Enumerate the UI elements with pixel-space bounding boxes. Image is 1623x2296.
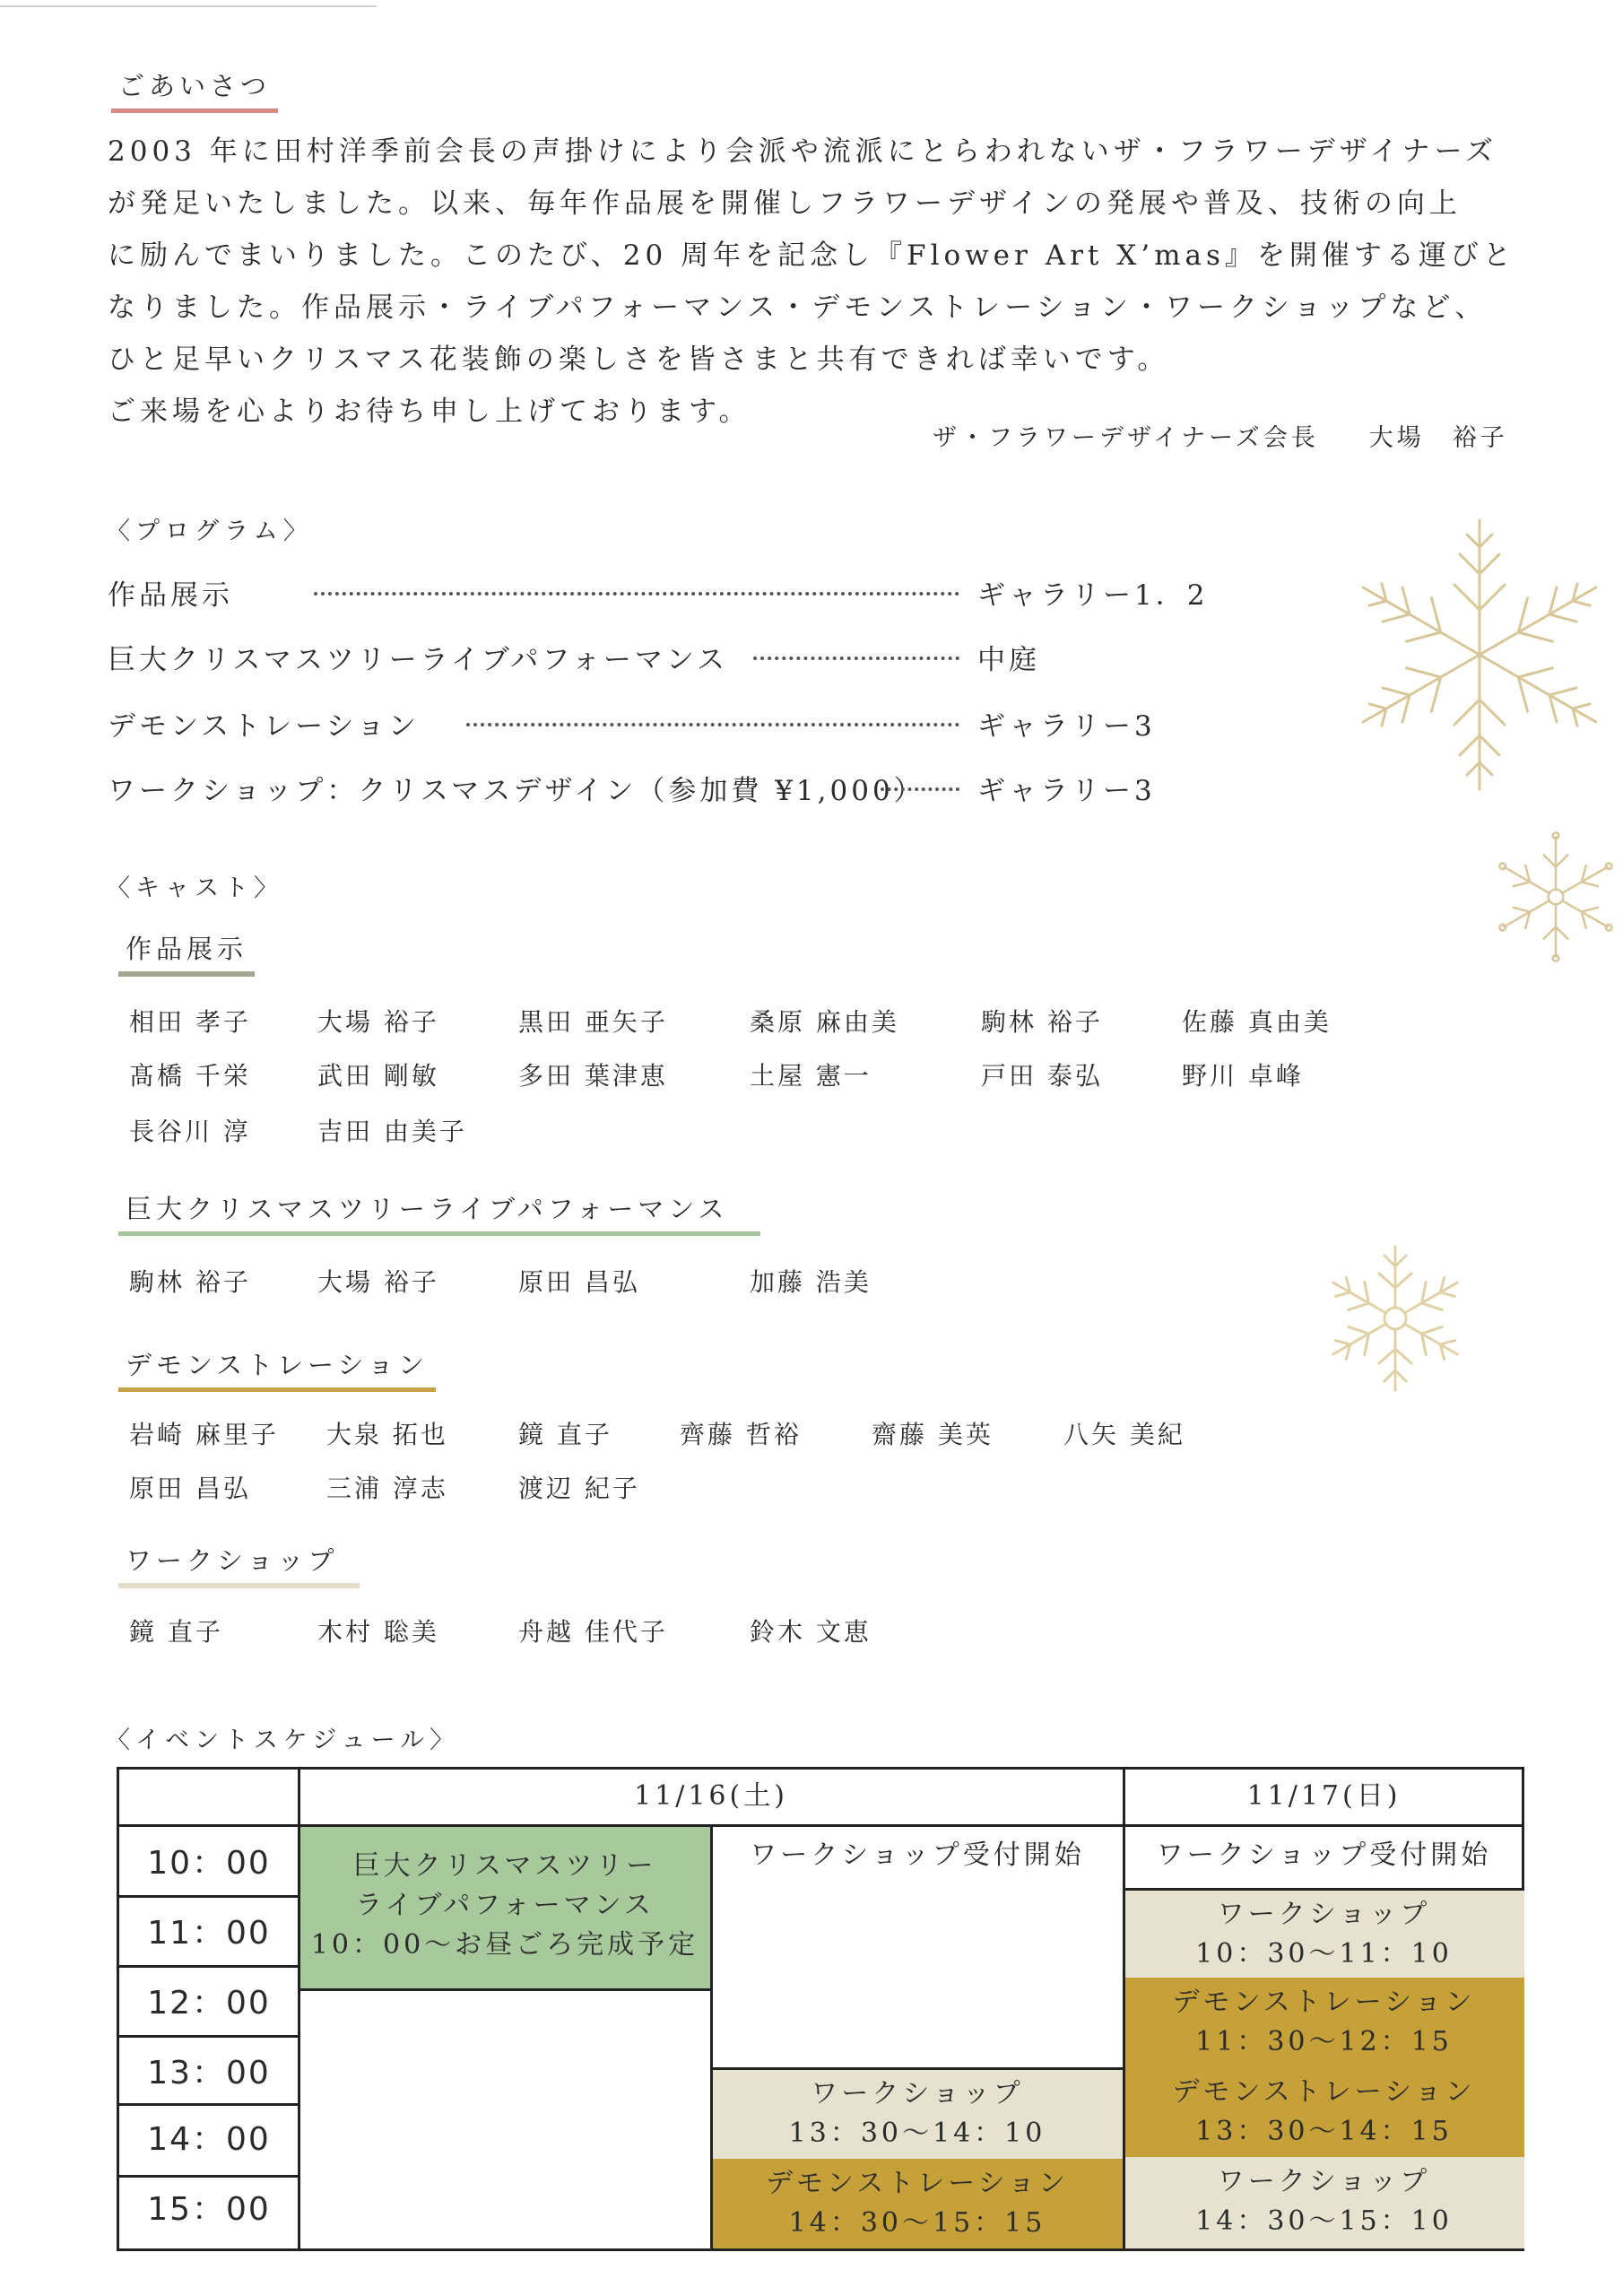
greeting-line: ひと足早いクリスマス花装飾の楽しさを皆さまと共有できれば幸いです。 [108, 344, 1170, 376]
grid-line [299, 1988, 711, 1991]
cast-name: 大泉 拓也 [326, 1420, 448, 1449]
program-row [108, 768, 1202, 807]
cast-name: 原田 昌弘 [129, 1474, 251, 1503]
grid-line [119, 2175, 299, 2178]
cast-name: 鈴木 文恵 [750, 1617, 872, 1647]
cast-name: 鏡 直子 [518, 1420, 612, 1449]
greeting-body [108, 126, 1524, 438]
d2-demo2-time: 13：30～14：15 [1195, 2116, 1453, 2147]
d2-demo-block-2 [1124, 2067, 1524, 2157]
cast-name: 長谷川 淳 [129, 1117, 251, 1146]
d2-demo1-time: 11：30～12：15 [1195, 2026, 1453, 2057]
d2-ws-open-label: ワークショップ受付開始 [1156, 1839, 1492, 1871]
day2-header: 11/17(日) [1246, 1780, 1402, 1812]
grid-line [1123, 1770, 1125, 2248]
cast-name: 黒田 亜矢子 [518, 1007, 668, 1037]
d2-ws1-label: ワークショップ [1217, 1899, 1431, 1930]
signature-title: ザ・フラワーデザイナーズ会長 [933, 424, 1319, 452]
cast-heading: 〈キャスト〉 [106, 874, 283, 902]
greeting-line: なりました。作品展示・ライブパフォーマンス・デモンストレーション・ワークショップなど、 [108, 291, 1488, 324]
program-location: 中庭 [977, 644, 1040, 676]
greeting-line: 2003 年に田村洋季前会長の声掛けにより会派や流派にとらわれないザ・フラワーデザイナーズ [108, 135, 1498, 168]
d2-ws2-time: 14：30～15：10 [1195, 2205, 1453, 2237]
d2-ws-open [1124, 1827, 1524, 1890]
leader-dots [314, 588, 959, 596]
d2-demo2-label: デモンストレーション [1172, 2076, 1476, 2108]
greeting-line: ご来場を心よりお待ち申し上げております。 [108, 396, 751, 428]
tree-note: 10：00～お昼ごろ完成予定 [310, 1929, 699, 1961]
program-label: デモンストレーション [108, 710, 420, 743]
tree-title-line1: 巨大クリスマスツリー [352, 1850, 657, 1882]
cast-name: 岩崎 麻里子 [129, 1420, 279, 1449]
cast-name: 駒林 裕子 [981, 1007, 1103, 1037]
grid-line [298, 1770, 300, 2248]
program-row [108, 572, 1209, 612]
cast-name: 吉田 由美子 [317, 1117, 467, 1146]
greeting-line: に励んでまいりました。このたび、20 周年を記念し『Flower Art X’mas』を開催する運びと [108, 239, 1515, 272]
cast-name: 舟越 佳代子 [518, 1617, 668, 1647]
d2-demo-block-1 [1124, 1978, 1524, 2067]
d1-ws-label: ワークショップ [811, 2078, 1024, 2109]
cast-group-title: 巨大クリスマスツリーライブパフォーマンス [118, 1189, 760, 1236]
cast-name: 渡辺 紀子 [518, 1474, 640, 1503]
program-location: ギャラリー3 [977, 775, 1156, 807]
snowflake-medium-icon [1315, 1238, 1476, 1399]
cast-name: 木村 聡美 [317, 1617, 439, 1647]
d2-ws2-label: ワークショップ [1217, 2166, 1431, 2197]
leader-dots [466, 719, 959, 726]
program-label: 巨大クリスマスツリーライブパフォーマンス [108, 644, 728, 676]
cast-name: 大場 裕子 [317, 1007, 439, 1037]
cast-name: 加藤 浩美 [750, 1267, 872, 1297]
snowflake-small-icon [1488, 816, 1623, 978]
cast-name: 戸田 泰弘 [981, 1061, 1103, 1091]
program-row [108, 703, 1202, 743]
time-label: 12：00 [147, 1985, 271, 2022]
tree-title-line2: ライブパフォーマンス [355, 1890, 655, 1921]
cast-name: 髙橋 千栄 [129, 1061, 251, 1091]
tree-performance-block [299, 1827, 711, 1988]
d1-ws-open [711, 1827, 1124, 1881]
grid-line [711, 2067, 1124, 2070]
leader-dots [881, 784, 959, 791]
cast-name: 多田 葉津恵 [518, 1061, 668, 1091]
time-label: 15：00 [147, 2191, 271, 2228]
d1-ws-open-label: ワークショップ受付開始 [750, 1839, 1085, 1871]
program-row [108, 637, 1202, 676]
grid-line [1124, 1888, 1524, 1891]
leader-dots [753, 653, 959, 660]
time-label: 10：00 [147, 1845, 271, 1882]
program-location: ギャラリー3 [977, 710, 1156, 743]
grid-line [119, 1824, 1524, 1827]
grid-line [710, 1824, 713, 2248]
signature [933, 418, 1508, 453]
cast-name: 佐藤 真由美 [1182, 1007, 1332, 1037]
cast-name: 三浦 淳志 [326, 1474, 448, 1503]
time-label: 13：00 [147, 2055, 271, 2092]
schedule-heading: 〈イベントスケジュール〉 [106, 1726, 460, 1754]
snowflake-large-icon [1336, 502, 1623, 807]
greeting-line: が発足いたしました。以来、毎年作品展を開催しフラワーデザインの発展や普及、技術の向上 [108, 187, 1462, 220]
grid-line [119, 2103, 299, 2106]
cast-name: 大場 裕子 [317, 1267, 439, 1297]
d2-workshop-block-2 [1124, 2157, 1524, 2248]
cast-name: 桑原 麻由美 [750, 1007, 899, 1037]
d2-ws1-time: 10：30～11：10 [1195, 1938, 1453, 1970]
time-label: 11：00 [147, 1915, 271, 1952]
cast-group-title: ワークショップ [118, 1541, 360, 1588]
program-heading: 〈プログラム〉 [106, 517, 313, 545]
cast-name: 八矢 美紀 [1063, 1420, 1185, 1449]
program-label: 作品展示 [108, 579, 233, 612]
cast-name: 土屋 憲一 [750, 1061, 872, 1091]
time-label: 14：00 [147, 2121, 271, 2158]
grid-line [119, 1895, 299, 1898]
greeting-heading: ごあいさつ [111, 66, 278, 113]
day1-header: 11/16(土) [634, 1780, 788, 1812]
d1-demo-block [711, 2159, 1124, 2248]
d1-workshop-block [711, 2069, 1124, 2159]
signature-name: 大場 裕子 [1368, 424, 1508, 452]
cast-name: 武田 剛敏 [317, 1061, 439, 1091]
cast-name: 相田 孝子 [129, 1007, 251, 1037]
cast-name: 鏡 直子 [129, 1617, 223, 1647]
cast-group-title: 作品展示 [118, 929, 255, 977]
top-rule [0, 5, 377, 7]
program-location: ギャラリー1．2 [977, 579, 1209, 612]
d2-workshop-block-1 [1124, 1890, 1524, 1978]
d1-demo-time: 14：30～15：15 [788, 2207, 1046, 2239]
schedule-table [117, 1767, 1524, 2251]
program-label: ワークショップ：クリスマスデザイン（参加費 ¥1,000） [108, 775, 925, 807]
cast-name: 野川 卓峰 [1182, 1061, 1304, 1091]
cast-group-title: デモンストレーション [118, 1345, 436, 1392]
cast-name: 原田 昌弘 [518, 1267, 640, 1297]
d1-ws-time: 13：30～14：10 [788, 2118, 1046, 2149]
grid-line [119, 2035, 299, 2038]
d1-demo-label: デモンストレーション [766, 2168, 1069, 2199]
grid-line [119, 1965, 299, 1968]
cast-name: 齊藤 哲裕 [680, 1420, 802, 1449]
d2-demo1-label: デモンストレーション [1172, 1987, 1476, 2018]
cast-name: 駒林 裕子 [129, 1267, 251, 1297]
cast-name: 齋藤 美英 [872, 1420, 994, 1449]
